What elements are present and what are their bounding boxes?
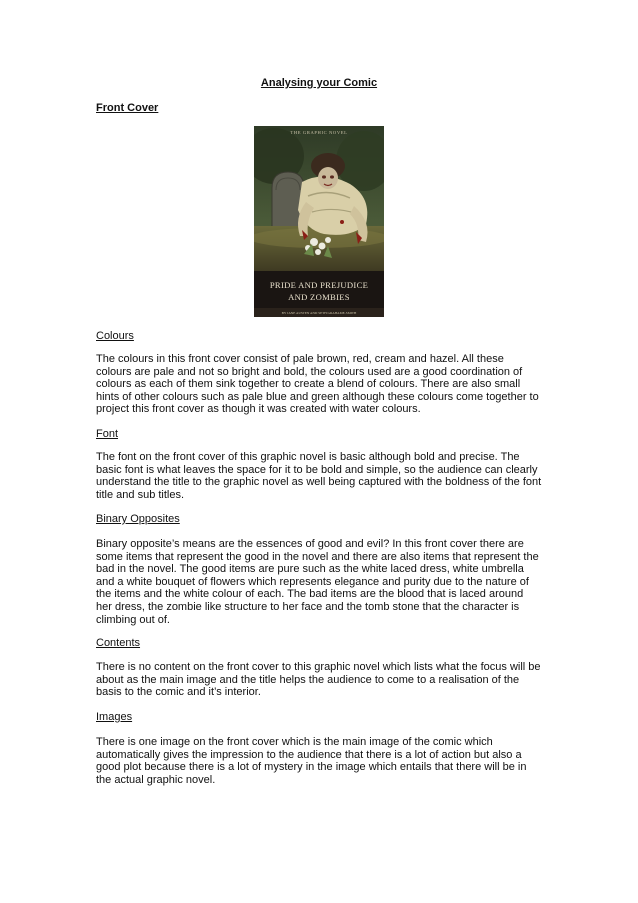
paragraph-images: There is one image on the front cover which is the main image of the comic which automatically gives the impression to the audience that there is a lot of action but also a good plot because there is a lot of mystery in the image which entails that there will be in the actual graphic novel. — [96, 736, 527, 786]
cover-title-line1: PRIDE AND PREJUDICE — [269, 280, 369, 290]
cover-illustration — [254, 126, 384, 317]
paragraph-contents: There is no content on the front cover to this graphic novel which lists what the focus will be about as the main image and the title helps the audience to come to a realisation of the basis to the comic and it’s interior. — [96, 661, 541, 699]
paragraph-colours: The colours in this front cover consist of pale brown, red, cream and hazel. All these colours are pale and not so bright and bold, the colours used are a good coordination of colours as each of them sink together to create a blend of colours. There are also small hints of other colours such as pale blue and green although these colours come together to project this front cover as though it was created with water colours. — [96, 353, 539, 416]
heading-colours: Colours — [96, 330, 134, 342]
heading-font: Font — [96, 428, 119, 440]
cover-image — [254, 126, 384, 317]
section-title: Front Cover — [96, 102, 159, 114]
cover-top-text: THE GRAPHIC NOVEL — [290, 130, 348, 135]
page-title: Analysing your Comic — [260, 77, 378, 89]
heading-contents: Contents — [96, 637, 141, 649]
cover-byline: BY JANE AUSTEN AND SETH GRAHAME-SMITH — [281, 311, 357, 315]
heading-binary-opposites: Binary Opposites — [96, 513, 180, 525]
paragraph-font: The font on the front cover of this graphic novel is basic although bold and precise. The basic font is what leaves the space for it to be bold and simple, so the audience can clearly understand the title to the graphic novel as well being captured with the boldness of the font title and sub titles. — [96, 451, 542, 501]
paragraph-binary-opposites: Binary opposite’s means are the essences of good and evil? In this front cover there are some items that represent the good in the novel and there are also items that represent the bad in the novel. The good items are pure such as the white laced dress, white umbrella and a white bouquet of flowers which represents elegance and purity due to the nature of the items and the white colour of each. The bad items are the blood that is laced around her dress, the zombie like structure to her face and the tomb stone that the character is climbing out of. — [96, 538, 539, 626]
cover-title-line2: AND ZOMBIES — [288, 292, 350, 302]
heading-images: Images — [96, 711, 133, 723]
